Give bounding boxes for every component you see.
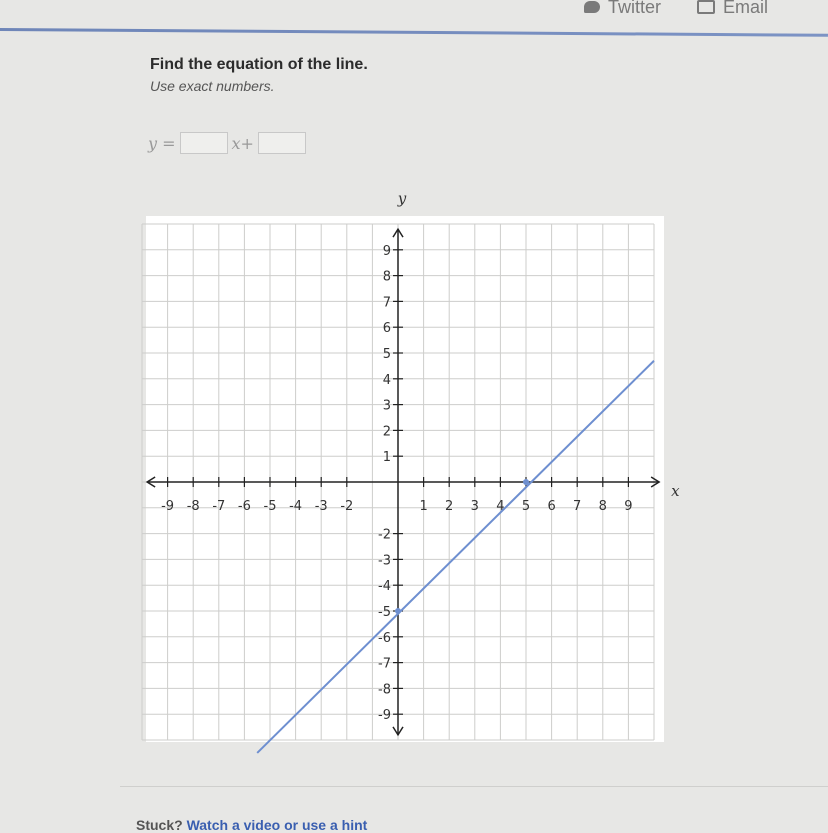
x-tick-label: 9 bbox=[624, 499, 633, 514]
equation-lhs: y = bbox=[148, 133, 176, 153]
series-point bbox=[395, 608, 401, 614]
x-tick-label: -7 bbox=[212, 499, 226, 514]
x-tick-label: 7 bbox=[573, 499, 582, 514]
x-tick-label: -3 bbox=[314, 499, 328, 514]
share-twitter-label: Twitter bbox=[607, 0, 661, 17]
help-row bbox=[136, 817, 367, 833]
x-tick-label: 6 bbox=[547, 499, 556, 514]
y-tick-label: 8 bbox=[382, 269, 391, 285]
x-tick-label: -9 bbox=[161, 499, 175, 514]
y-tick-label: -4 bbox=[378, 579, 391, 595]
y-axis-label: y bbox=[397, 189, 407, 208]
equation-x-term: x+ bbox=[231, 133, 254, 153]
section-divider bbox=[120, 786, 828, 787]
x-tick-label: 8 bbox=[598, 499, 607, 514]
x-tick-label: 1 bbox=[419, 499, 428, 514]
y-tick-label: 3 bbox=[382, 398, 391, 414]
help-link[interactable]: Watch a video or use a hint bbox=[186, 817, 368, 833]
y-tick-label: -8 bbox=[378, 682, 391, 698]
share-email-label: Email bbox=[722, 0, 768, 17]
x-tick-label: 4 bbox=[496, 499, 505, 514]
y-tick-label: 4 bbox=[382, 372, 391, 388]
y-tick-label: -9 bbox=[378, 708, 391, 724]
y-tick-label: 2 bbox=[382, 424, 391, 440]
x-tick-label: 5 bbox=[521, 499, 531, 514]
series-point bbox=[523, 479, 529, 485]
y-tick-label: 9 bbox=[382, 243, 391, 259]
y-tick-label: 5 bbox=[382, 347, 391, 362]
y-tick-label: 1 bbox=[382, 450, 391, 466]
question-subtitle: Use exact numbers. bbox=[150, 78, 275, 94]
x-axis-label: x bbox=[671, 482, 680, 500]
x-tick-label: -4 bbox=[289, 499, 303, 514]
x-tick-label: 2 bbox=[445, 499, 454, 514]
y-tick-label: -3 bbox=[378, 553, 391, 569]
y-tick-label: -6 bbox=[378, 630, 391, 646]
y-tick-label: 7 bbox=[382, 295, 391, 311]
x-tick-label: -6 bbox=[237, 499, 251, 514]
question-title: Find the equation of the line. bbox=[150, 56, 368, 73]
y-tick-label: -5 bbox=[378, 605, 391, 620]
x-tick-label: -8 bbox=[186, 499, 200, 514]
x-tick-label: 3 bbox=[470, 499, 479, 514]
stuck-label: Stuck? bbox=[136, 817, 183, 833]
y-tick-label: -7 bbox=[378, 656, 391, 672]
x-tick-label: -2 bbox=[340, 499, 354, 514]
y-tick-label: -2 bbox=[378, 527, 391, 543]
x-tick-label: -5 bbox=[263, 499, 277, 514]
y-tick-label: 6 bbox=[382, 321, 391, 337]
